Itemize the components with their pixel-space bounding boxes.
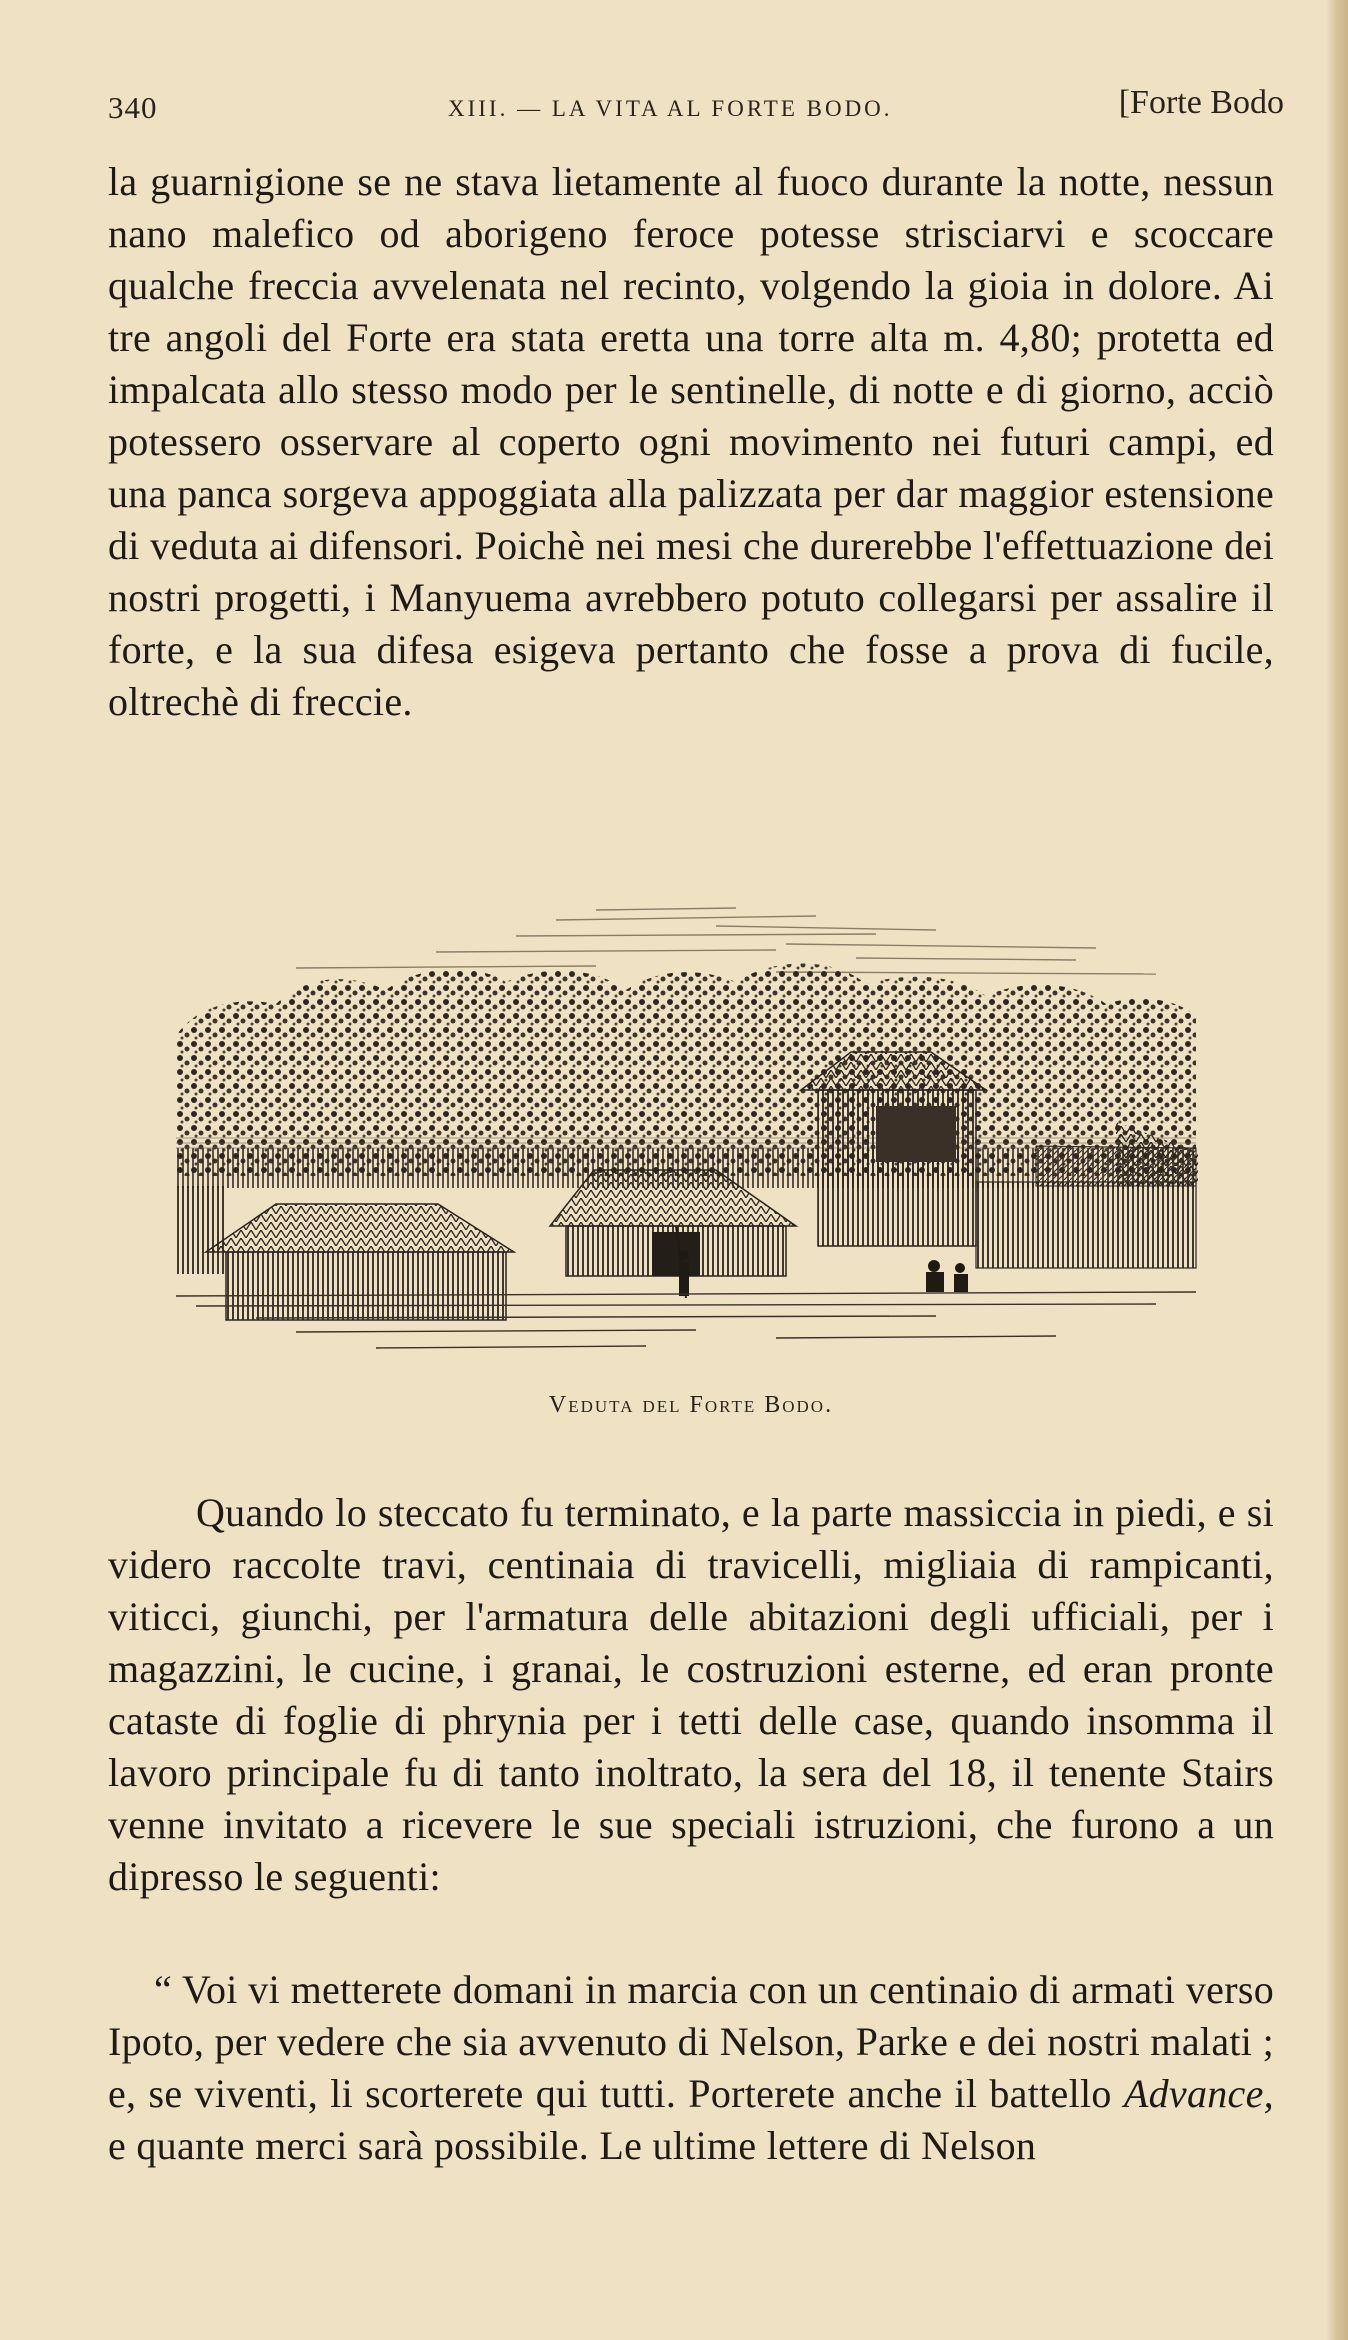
page-edge bbox=[1326, 0, 1348, 2340]
tower-building bbox=[801, 1052, 986, 1246]
section-marker: [Forte Bodo bbox=[1118, 84, 1284, 121]
paragraph-2: Quando lo steccato fu terminato, e la parte massiccia in piedi, e si videro raccolte travi, centinaia di travicelli, migliaia di rampicanti, viticci, giunchi, per l'armatura delle abitazioni degli ufficiali, per i magazzini, le cucine, i granai, le costruzioni esterne, ed eran pronte cataste di foglie di phrynia per i tetti delle case, quando insomma il lavoro principale fu di tanto inoltrato, la sera del 18, il tenente Stairs venne invitato a ricevere le sue speciali istruzioni, che furono a un dipresso le seguenti: bbox=[108, 1490, 1274, 1899]
boat-name-advance: Advance, bbox=[1123, 2071, 1274, 2116]
running-header bbox=[108, 84, 1284, 134]
page-number: 340 bbox=[108, 90, 158, 125]
fort-bodo-illustration bbox=[176, 886, 1206, 1370]
running-title: XIII. — LA VITA AL FORTE BODO. bbox=[448, 96, 893, 121]
left-palisade bbox=[176, 1186, 224, 1274]
paragraph-3-text: “ Voi vi metterete domani in marcia con un centinaio di armati verso Ipoto, per vedere che sia avvenuto di Nelson, Parke e dei nostri malati ; e, se viventi, li scorterete qui tutti. Porterete anche il battello bbox=[108, 1967, 1274, 2116]
left-house bbox=[206, 1204, 514, 1320]
sky-lines bbox=[296, 908, 1156, 974]
paragraph-1: la guarnigione se ne stava lietamente al fuoco durante la notte, nessun nano malefico od aborigeno feroce potesse strisciarvi e scoccare qualche freccia avvelenata nel recinto, volgendo la gioia in dolore. Ai tre angoli del Forte era stata eretta una torre alta m. 4,80; protetta ed impalcata allo stesso modo per le sentinelle, di notte e di giorno, acciò potessero osservare al coperto ogni movimento nei futuri campi, ed una panca sorgeva appoggiata alla palizzata per dar maggior estensione di veduta ai difensori. Poichè nei mesi che durerebbe l'effettuazione dei nostri progetti, i Manyuema avrebbero potuto collegarsi per assalire il forte, e la sua difesa esigeva pertanto che fosse a prova di fucile, oltrechè di freccie. bbox=[108, 159, 1274, 724]
seated-figures bbox=[926, 1260, 968, 1292]
figure-caption: Veduta del Forte Bodo. bbox=[548, 1392, 834, 1418]
paragraph-3 bbox=[108, 1964, 1274, 2172]
paragraph-3-tail: e quante merci sarà possibile. Le ultime lettere di Nelson bbox=[108, 2123, 1037, 2168]
